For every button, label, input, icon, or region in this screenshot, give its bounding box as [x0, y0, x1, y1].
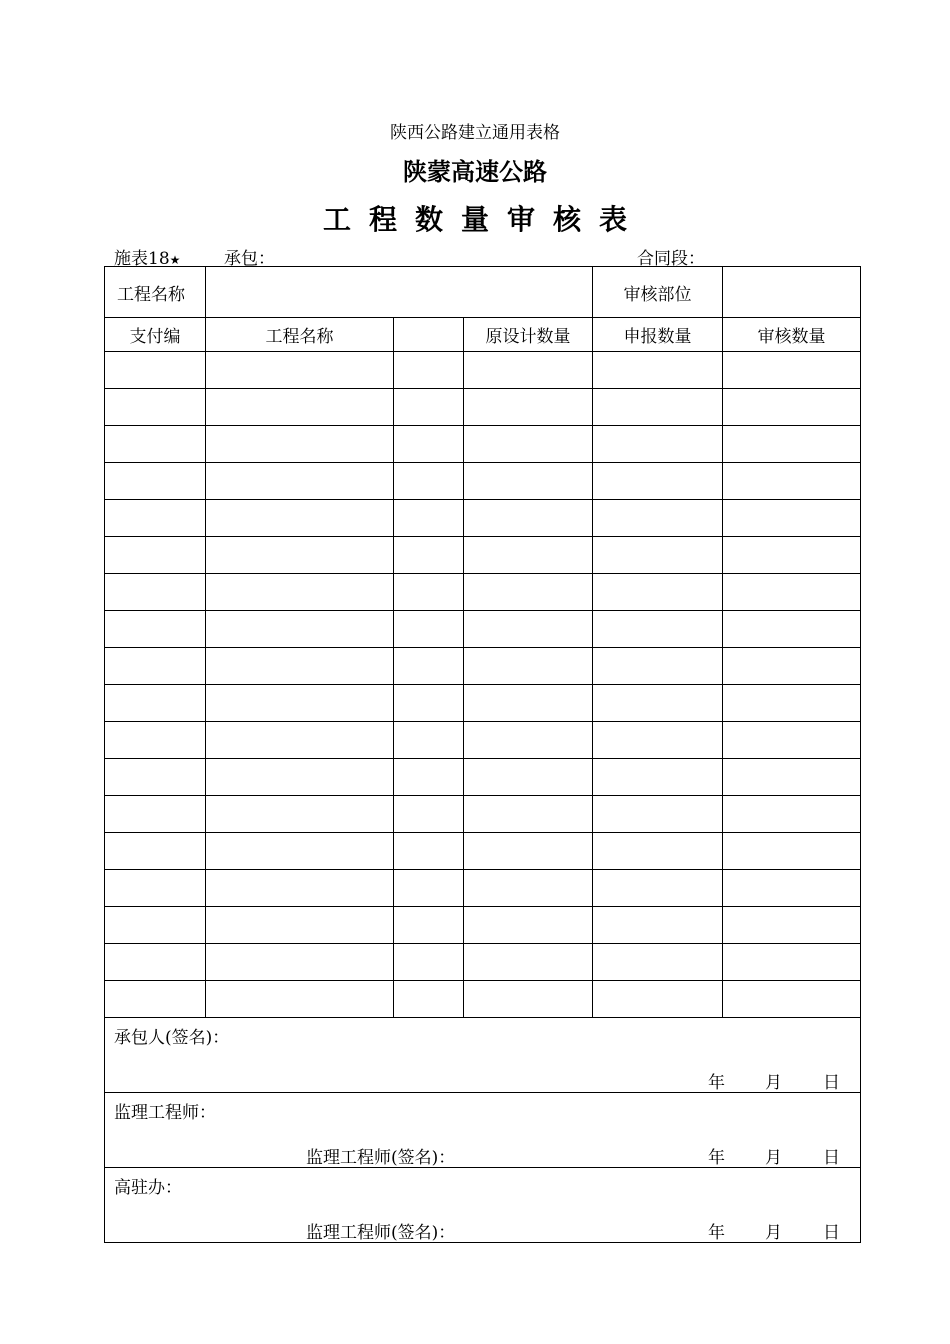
payment-code-cell[interactable] — [105, 500, 206, 537]
supervisor-signature-cell[interactable] — [105, 1093, 861, 1168]
project-name-cell[interactable] — [206, 796, 394, 833]
signature-sub-label: 监理工程师(签名)： — [306, 1223, 456, 1243]
audited-qty-cell[interactable] — [723, 722, 861, 759]
audited-qty-cell[interactable] — [723, 833, 861, 870]
declared-qty-cell[interactable] — [593, 907, 723, 944]
table-row — [105, 685, 861, 722]
col-header-declared-qty: 申报数量 — [593, 318, 723, 352]
blank-cell[interactable] — [394, 389, 464, 426]
audited-qty-cell[interactable] — [723, 537, 861, 574]
blank-cell[interactable] — [394, 648, 464, 685]
table-row — [105, 611, 861, 648]
month-label: 月 — [765, 1073, 782, 1093]
resident-office-signature-cell[interactable] — [105, 1168, 861, 1243]
blank-cell[interactable] — [394, 611, 464, 648]
blank-cell[interactable] — [394, 833, 464, 870]
signature-row-supervisor — [105, 1093, 861, 1168]
blank-cell[interactable] — [394, 574, 464, 611]
signature-label: 高驻办： — [114, 1178, 182, 1198]
declared-qty-cell[interactable] — [593, 759, 723, 796]
audited-qty-cell[interactable] — [723, 463, 861, 500]
project-name-field[interactable] — [206, 267, 593, 318]
project-info-row — [105, 267, 861, 318]
audited-qty-cell[interactable] — [723, 500, 861, 537]
blank-cell[interactable] — [394, 352, 464, 389]
audited-qty-cell[interactable] — [723, 389, 861, 426]
declared-qty-cell[interactable] — [593, 352, 723, 389]
original-design-qty-cell[interactable] — [464, 426, 593, 463]
payment-code-cell[interactable] — [105, 981, 206, 1018]
page-title: 工程数量审核表 — [322, 203, 645, 236]
table-row — [105, 648, 861, 685]
audited-qty-cell[interactable] — [723, 648, 861, 685]
project-name-cell[interactable] — [206, 500, 394, 537]
blank-cell[interactable] — [394, 907, 464, 944]
original-design-qty-cell[interactable] — [464, 648, 593, 685]
payment-code-cell[interactable] — [105, 463, 206, 500]
payment-code-cell[interactable] — [105, 537, 206, 574]
project-name-cell[interactable] — [206, 685, 394, 722]
payment-code-cell[interactable] — [105, 870, 206, 907]
year-label: 年 — [708, 1148, 725, 1168]
table-row — [105, 537, 861, 574]
month-label: 月 — [765, 1148, 782, 1168]
payment-code-cell[interactable] — [105, 685, 206, 722]
blank-cell[interactable] — [394, 870, 464, 907]
table-row — [105, 500, 861, 537]
col-header-audited-qty: 审核数量 — [723, 318, 861, 352]
audited-qty-cell[interactable] — [723, 759, 861, 796]
form-number: 施表18★ — [114, 249, 181, 269]
project-name-cell[interactable] — [206, 648, 394, 685]
signature-sub-label: 监理工程师(签名)： — [306, 1148, 456, 1168]
contractor-signature-cell[interactable] — [105, 1018, 861, 1093]
project-name-cell[interactable] — [206, 352, 394, 389]
audited-qty-cell[interactable] — [723, 944, 861, 981]
table-row — [105, 574, 861, 611]
project-name-cell[interactable] — [206, 833, 394, 870]
audited-qty-cell[interactable] — [723, 870, 861, 907]
payment-code-cell[interactable] — [105, 833, 206, 870]
blank-cell[interactable] — [394, 463, 464, 500]
form-origin-title: 陕西公路建立通用表格 — [390, 123, 560, 143]
original-design-qty-cell[interactable] — [464, 611, 593, 648]
original-design-qty-cell[interactable] — [464, 833, 593, 870]
original-design-qty-cell[interactable] — [464, 981, 593, 1018]
declared-qty-cell[interactable] — [593, 648, 723, 685]
original-design-qty-cell[interactable] — [464, 870, 593, 907]
blank-cell[interactable] — [394, 426, 464, 463]
original-design-qty-cell[interactable] — [464, 389, 593, 426]
payment-code-cell[interactable] — [105, 722, 206, 759]
blank-cell[interactable] — [394, 722, 464, 759]
declared-qty-cell[interactable] — [593, 426, 723, 463]
blank-cell[interactable] — [394, 685, 464, 722]
table-row — [105, 796, 861, 833]
day-label: 日 — [823, 1073, 840, 1093]
table-row — [105, 981, 861, 1018]
payment-code-cell[interactable] — [105, 796, 206, 833]
project-name-cell[interactable] — [206, 870, 394, 907]
declared-qty-cell[interactable] — [593, 574, 723, 611]
col-header-original-design-qty: 原设计数量 — [464, 318, 593, 352]
declared-qty-cell[interactable] — [593, 796, 723, 833]
contract-section-label: 合同段： — [637, 249, 705, 269]
original-design-qty-cell[interactable] — [464, 907, 593, 944]
contractor-label: 承包： — [224, 249, 275, 269]
original-design-qty-cell[interactable] — [464, 796, 593, 833]
original-design-qty-cell[interactable] — [464, 500, 593, 537]
col-header-blank — [394, 318, 464, 352]
signature-row-contractor — [105, 1018, 861, 1093]
audit-part-label: 审核部位 — [593, 267, 723, 318]
declared-qty-cell[interactable] — [593, 685, 723, 722]
project-name-cell[interactable] — [206, 426, 394, 463]
blank-cell[interactable] — [394, 537, 464, 574]
day-label: 日 — [823, 1223, 840, 1243]
year-label: 年 — [708, 1223, 725, 1243]
audited-qty-cell[interactable] — [723, 685, 861, 722]
table-row — [105, 944, 861, 981]
star-icon: ★ — [169, 253, 181, 267]
day-label: 日 — [823, 1148, 840, 1168]
declared-qty-cell[interactable] — [593, 611, 723, 648]
highway-name: 陕蒙高速公路 — [403, 158, 547, 186]
original-design-qty-cell[interactable] — [464, 759, 593, 796]
project-name-cell[interactable] — [206, 944, 394, 981]
blank-cell[interactable] — [394, 759, 464, 796]
payment-code-cell[interactable] — [105, 611, 206, 648]
project-name-label: 工程名称 — [105, 267, 206, 318]
original-design-qty-cell[interactable] — [464, 944, 593, 981]
payment-code-cell[interactable] — [105, 426, 206, 463]
declared-qty-cell[interactable] — [593, 833, 723, 870]
audited-qty-cell[interactable] — [723, 426, 861, 463]
original-design-qty-cell[interactable] — [464, 685, 593, 722]
payment-code-cell[interactable] — [105, 648, 206, 685]
table-row — [105, 389, 861, 426]
table-row — [105, 352, 861, 389]
table-row — [105, 722, 861, 759]
declared-qty-cell[interactable] — [593, 500, 723, 537]
payment-code-cell[interactable] — [105, 759, 206, 796]
audited-qty-cell[interactable] — [723, 796, 861, 833]
audited-qty-cell[interactable] — [723, 352, 861, 389]
project-name-cell[interactable] — [206, 463, 394, 500]
blank-cell[interactable] — [394, 796, 464, 833]
quantity-table — [104, 266, 861, 1243]
project-name-cell[interactable] — [206, 981, 394, 1018]
blank-cell[interactable] — [394, 981, 464, 1018]
original-design-qty-cell[interactable] — [464, 722, 593, 759]
signature-row-resident-office — [105, 1168, 861, 1243]
audited-qty-cell[interactable] — [723, 907, 861, 944]
project-name-cell[interactable] — [206, 907, 394, 944]
table-row — [105, 759, 861, 796]
payment-code-cell[interactable] — [105, 907, 206, 944]
signature-label: 承包人(签名)： — [114, 1028, 230, 1048]
audited-qty-cell[interactable] — [723, 574, 861, 611]
declared-qty-cell[interactable] — [593, 981, 723, 1018]
original-design-qty-cell[interactable] — [464, 352, 593, 389]
blank-cell[interactable] — [394, 500, 464, 537]
payment-code-cell[interactable] — [105, 944, 206, 981]
col-header-payment-code: 支付编 — [105, 318, 206, 352]
declared-qty-cell[interactable] — [593, 722, 723, 759]
declared-qty-cell[interactable] — [593, 870, 723, 907]
table-row — [105, 426, 861, 463]
project-name-cell[interactable] — [206, 389, 394, 426]
table-row — [105, 833, 861, 870]
payment-code-cell[interactable] — [105, 574, 206, 611]
original-design-qty-cell[interactable] — [464, 574, 593, 611]
project-name-cell[interactable] — [206, 722, 394, 759]
column-header-row — [105, 318, 861, 352]
original-design-qty-cell[interactable] — [464, 537, 593, 574]
declared-qty-cell[interactable] — [593, 389, 723, 426]
project-name-cell[interactable] — [206, 537, 394, 574]
year-label: 年 — [708, 1073, 725, 1093]
payment-code-cell[interactable] — [105, 352, 206, 389]
table-row — [105, 907, 861, 944]
original-design-qty-cell[interactable] — [464, 463, 593, 500]
blank-cell[interactable] — [394, 944, 464, 981]
declared-qty-cell[interactable] — [593, 463, 723, 500]
signature-label: 监理工程师： — [114, 1103, 216, 1123]
audit-part-field[interactable] — [723, 267, 861, 318]
month-label: 月 — [765, 1223, 782, 1243]
project-name-cell[interactable] — [206, 574, 394, 611]
project-name-cell[interactable] — [206, 611, 394, 648]
audited-qty-cell[interactable] — [723, 611, 861, 648]
table-row — [105, 463, 861, 500]
payment-code-cell[interactable] — [105, 389, 206, 426]
table-row — [105, 870, 861, 907]
project-name-cell[interactable] — [206, 759, 394, 796]
declared-qty-cell[interactable] — [593, 944, 723, 981]
audited-qty-cell[interactable] — [723, 981, 861, 1018]
col-header-project-name: 工程名称 — [206, 318, 394, 352]
declared-qty-cell[interactable] — [593, 537, 723, 574]
